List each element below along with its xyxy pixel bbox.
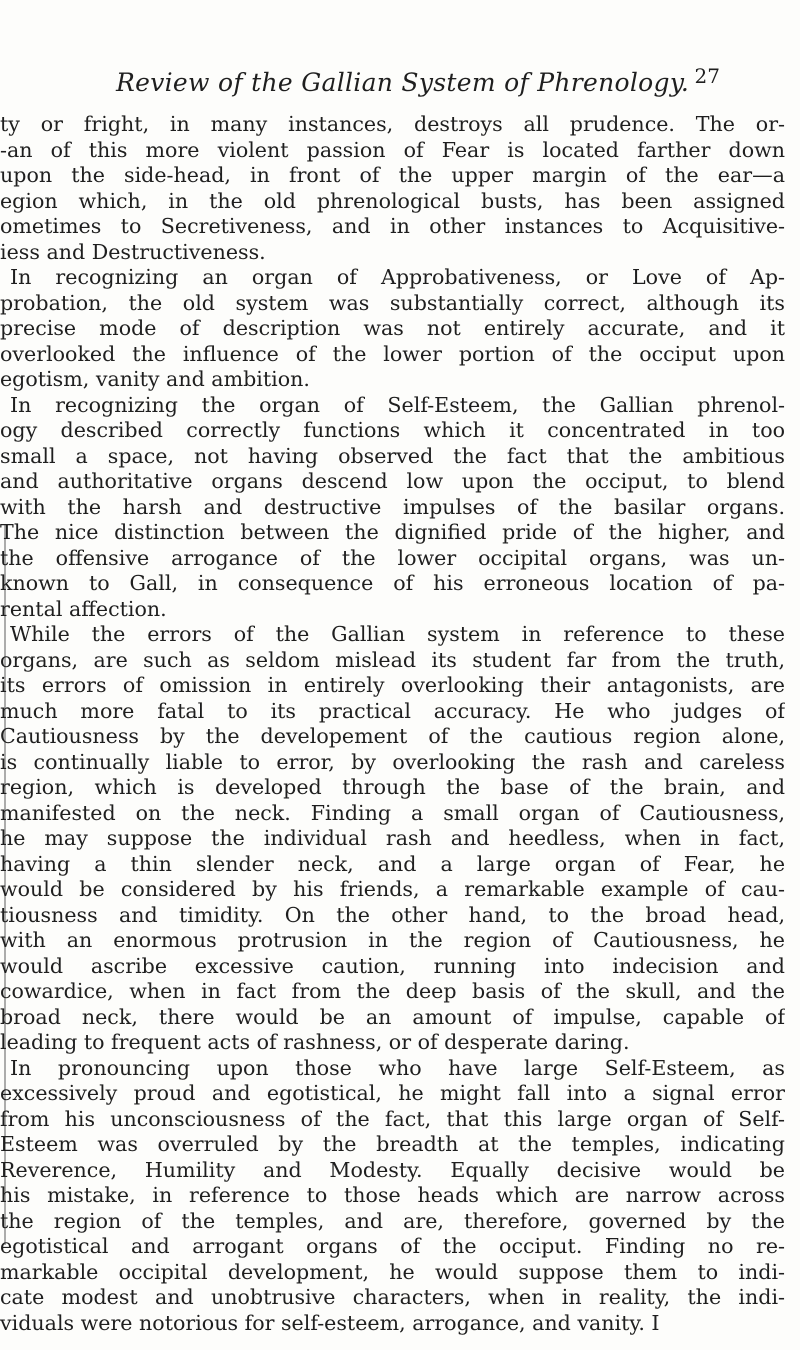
- text-line: the offensive arrogance of the lower occipital organs, was un-: [0, 545, 785, 570]
- text-line: ty or fright, in many instances, destroys all prudence. The or-: [0, 112, 785, 136]
- paragraph-start-line: In pronouncing upon those who have large Self-Esteem, as: [10, 1055, 785, 1080]
- text-line: and authoritative organs descend low upon the occiput, to blend: [0, 469, 785, 493]
- text-line: the region of the temples, and are, therefore, governed by the: [0, 1208, 785, 1233]
- text-line: manifested on the neck. Finding a small organ of Cautiousness,: [0, 800, 785, 825]
- text-line: with the harsh and destructive impulses of the basilar organs.: [0, 494, 785, 519]
- text-line: having a thin slender neck, and a large organ of Fear, he: [0, 851, 785, 876]
- text-line: excessively proud and egotistical, he might fall into a signal error: [0, 1081, 785, 1105]
- text-line: markable occipital development, he would suppose them to indi-: [0, 1259, 785, 1284]
- text-line: egotism, vanity and ambition.: [0, 367, 310, 391]
- text-line: rental affection.: [0, 596, 167, 621]
- text-line: small a space, not having observed the fact that the ambitious: [0, 443, 785, 468]
- text-line: probation, the old system was substantially correct, although its: [0, 290, 785, 315]
- text-line: its errors of omission in entirely overlooking their antagonists, are: [0, 673, 785, 697]
- text-line: upon the side-head, in front of the upper margin of the ear—a: [0, 163, 785, 187]
- text-line: much more fatal to its practical accuracy. He who judges of: [0, 698, 785, 723]
- text-line: region, which is developed through the base of the brain, and: [0, 775, 785, 799]
- text-line: The nice distinction between the dignified pride of the higher, and: [0, 520, 785, 544]
- text-line: would be considered by his friends, a remarkable example of cau-: [0, 877, 785, 901]
- text-line: his mistake, in reference to those heads which are narrow across: [0, 1183, 785, 1207]
- text-line: iess and Destructiveness.: [0, 239, 266, 264]
- text-line: tiousness and timidity. On the other hand, to the broad head,: [0, 902, 785, 927]
- body-text: [0, 112, 785, 1336]
- text-line: broad neck, there would be an amount of impulse, capable of: [0, 1004, 785, 1029]
- text-line: Esteem was overruled by the breadth at the temples, indicating: [0, 1132, 785, 1156]
- text-line: egion which, in the old phrenological busts, has been assigned: [0, 188, 785, 213]
- paragraph-start-line: In recognizing an organ of Approbativeness, or Love of Ap-: [10, 265, 785, 289]
- text-line: is continually liable to error, by overlooking the rash and careless: [0, 749, 785, 774]
- text-line: precise mode of description was not entirely accurate, and it: [0, 316, 785, 340]
- text-line: he may suppose the individual rash and heedless, when in fact,: [0, 826, 785, 850]
- text-line: cate modest and unobtrusive characters, when in reality, the indi-: [0, 1285, 785, 1309]
- text-line: overlooked the influence of the lower portion of the occiput upon: [0, 341, 785, 366]
- text-line: egotistical and arrogant organs of the occiput. Finding no re-: [0, 1234, 785, 1258]
- text-line: viduals were notorious for self-esteem, arrogance, and vanity. I: [0, 1310, 660, 1335]
- text-line: Reverence, Humility and Modesty. Equally decisive would be: [0, 1157, 785, 1182]
- text-line: known to Gall, in consequence of his erroneous location of pa-: [0, 571, 785, 595]
- text-line: leading to frequent acts of rashness, or of desperate daring.: [0, 1030, 630, 1054]
- text-line: cowardice, when in fact from the deep basis of the skull, and the: [0, 979, 785, 1003]
- text-line: ogy described correctly functions which it concentrated in too: [0, 418, 785, 442]
- paragraph-start-line: In recognizing the organ of Self-Esteem, the Gallian phrenol-: [10, 392, 785, 417]
- text-line: organs, are such as seldom mislead its student far from the truth,: [0, 647, 785, 672]
- text-line: would ascribe excessive caution, running into indecision and: [0, 953, 785, 978]
- running-title: Review of the Gallian System of Phrenology.: [116, 68, 690, 97]
- page-number: 27: [694, 64, 720, 88]
- text-line: with an enormous protrusion in the region of Cautiousness, he: [0, 928, 785, 952]
- text-line: ometimes to Secretiveness, and in other instances to Acquisitive-: [0, 214, 785, 238]
- text-line: from his unconsciousness of the fact, that this large organ of Self-: [0, 1106, 785, 1131]
- running-head: [100, 60, 720, 100]
- paragraph-start-line: While the errors of the Gallian system in reference to these: [10, 622, 785, 646]
- text-line: Cautiousness by the developement of the cautious region alone,: [0, 724, 785, 748]
- text-line: -an of this more violent passion of Fear is located farther down: [0, 137, 785, 162]
